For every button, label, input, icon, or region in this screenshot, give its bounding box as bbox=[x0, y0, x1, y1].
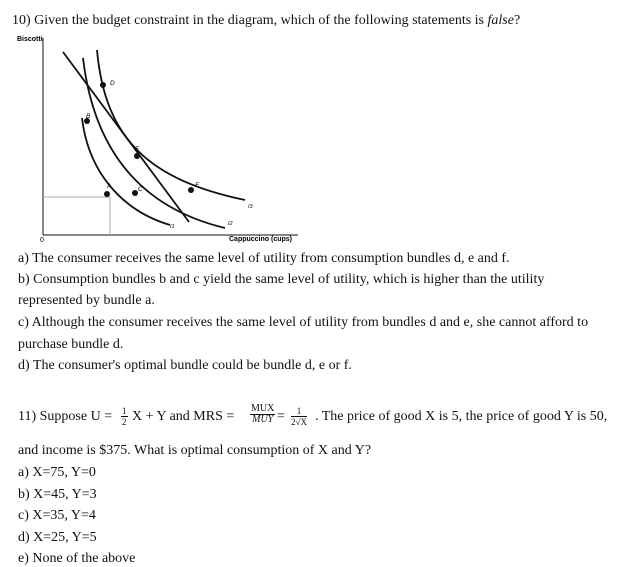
option-11e: e) None of the above bbox=[18, 551, 136, 566]
point-f-marker bbox=[188, 187, 194, 193]
question-11-equation-line bbox=[0, 398, 629, 432]
option-11b: b) X=45, Y=3 bbox=[18, 487, 97, 502]
point-label-c: C bbox=[138, 186, 143, 193]
q11-line2: and income is $375. What is optimal consumption of X and Y? bbox=[18, 443, 372, 458]
option-10b: b) Consumption bundles b and c yield the same level of utility, which is higher than the utility bbox=[18, 272, 545, 287]
point-label-a: A bbox=[107, 183, 112, 190]
indifference-curve-i3 bbox=[97, 50, 245, 200]
option-10b-continued: represented by bundle a. bbox=[18, 293, 155, 308]
budget-constraint-diagram bbox=[0, 30, 629, 280]
y-axis-label: Biscotti bbox=[17, 36, 43, 43]
question-10-false-word: false bbox=[487, 13, 514, 28]
q11-equals: = bbox=[277, 409, 285, 424]
fraction-one-half-num: 1 bbox=[122, 406, 127, 416]
option-10a: a) The consumer receives the same level of utility from consumption bundles d, e and f. bbox=[18, 251, 510, 266]
q11-prompt-end: . The price of good X is 5, the price of good Y is 50, bbox=[315, 409, 608, 424]
fraction-mu-den: MUY bbox=[252, 414, 274, 425]
fraction-one-half-den: 2 bbox=[122, 417, 127, 427]
point-label-e: E bbox=[135, 146, 140, 153]
option-10c-continued: purchase bundle d. bbox=[18, 337, 124, 352]
point-label-f: F bbox=[195, 182, 199, 189]
curve-label-i3: I3 bbox=[248, 204, 253, 210]
curve-label-i1: I1 bbox=[170, 224, 175, 230]
fraction-mu bbox=[250, 404, 275, 425]
question-10-text: 10) Given the budget constraint in the diagram, which of the following statements is bbox=[12, 13, 488, 28]
curve-label-i2: I2 bbox=[228, 221, 233, 227]
fraction-root-den: 2√X bbox=[291, 417, 307, 427]
question-10-mark: ? bbox=[513, 13, 521, 28]
fraction-root bbox=[291, 406, 307, 427]
q11-prompt-start: 11) Suppose U = bbox=[18, 409, 113, 424]
fraction-one-half bbox=[121, 406, 128, 427]
x-axis-label: Cappuccino (cups) bbox=[229, 236, 293, 243]
option-11d: d) X=25, Y=5 bbox=[18, 530, 97, 545]
option-11c: c) X=35, Y=4 bbox=[18, 508, 96, 523]
origin-label: 0 bbox=[40, 237, 44, 244]
point-e-marker bbox=[134, 153, 140, 159]
question-10-prompt bbox=[12, 13, 520, 29]
indifference-curve-i1 bbox=[82, 118, 170, 225]
fraction-mu-num: MUX bbox=[251, 403, 275, 414]
fraction-root-num: 1 bbox=[291, 406, 307, 417]
point-label-d: D bbox=[110, 80, 115, 87]
point-d-marker bbox=[100, 82, 106, 88]
point-label-b: B bbox=[86, 113, 91, 120]
point-a-marker bbox=[104, 191, 110, 197]
option-10d: d) The consumer's optimal bundle could be bundle d, e or f. bbox=[18, 358, 352, 373]
option-10c: c) Although the consumer receives the same level of utility from bundles d and e, she cannot afford to bbox=[18, 315, 589, 330]
q11-prompt-mid: X + Y and MRS = bbox=[132, 409, 235, 424]
option-11a: a) X=75, Y=0 bbox=[18, 465, 96, 480]
